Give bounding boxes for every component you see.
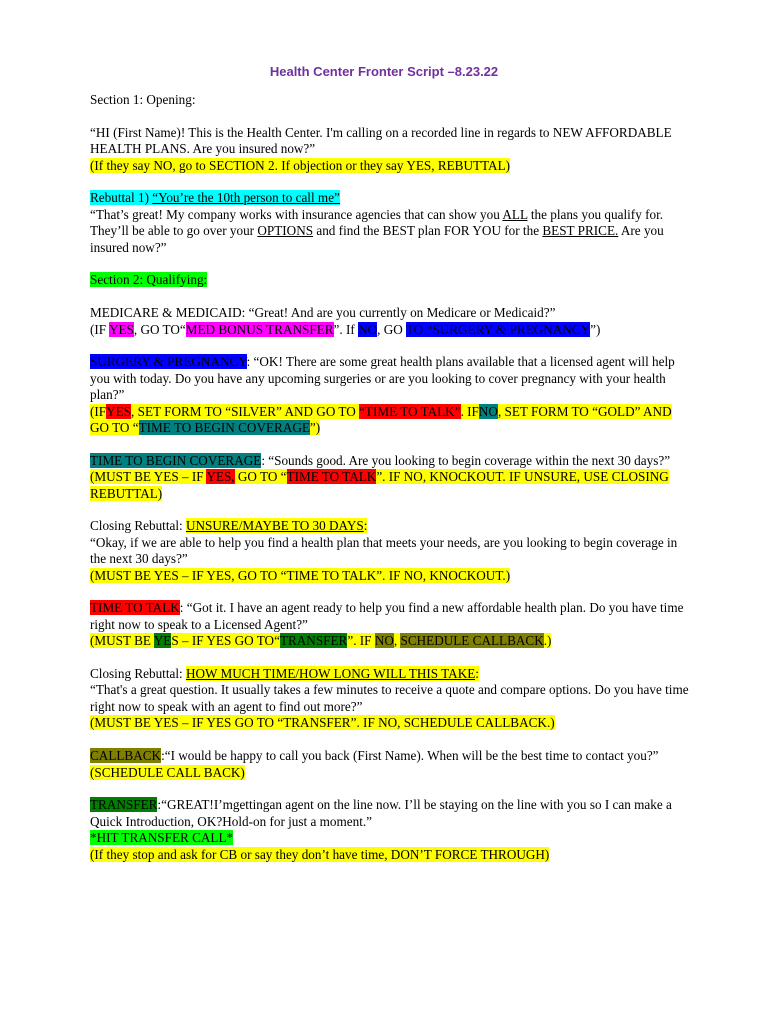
time-to-begin-i3: ”. IF NO, KNOCKOUT. IF UNSURE, USE CLOSING REBUTTAL) — [90, 469, 669, 501]
closing-1-instruction: (MUST BE YES – IF YES, GO TO “TIME TO TALK”. IF NO, KNOCKOUT.) — [90, 567, 511, 583]
time-to-talk-i5: .) — [543, 633, 552, 649]
medicare-yes: YES — [108, 321, 134, 337]
rebuttal-1-text-c: and find the BEST plan FOR YOU for the — [313, 223, 543, 239]
medicare-text: MEDICARE & MEDICAID: “Great! And are you currently on Medicare or Medicaid?” — [90, 305, 556, 321]
time-to-talk-no: NO — [374, 633, 394, 649]
closing-1-text: “Okay, if we are able to help you find a health plan that meets your needs, are you looking to begin coverage in the next 30 days?” — [90, 534, 678, 567]
section-2-heading: Section 2: Qualifying: — [90, 272, 208, 288]
time-to-talk-i1: (MUST BE — [90, 633, 154, 649]
section-1-heading: Section 1: Opening: — [90, 92, 196, 107]
time-to-begin-yes: YES, — [206, 469, 235, 485]
medicare-p5: ”) — [590, 321, 601, 337]
surgery-time-to-talk: “TIME TO TALK” — [359, 403, 461, 419]
time-to-begin-i2: GO TO “ — [234, 469, 287, 485]
medicare-no: NO — [358, 321, 378, 337]
callback-instruction: (SCHEDULE CALL BACK) — [90, 764, 245, 780]
time-to-talk-label: TIME TO TALK — [90, 600, 180, 616]
closing-2-topic: HOW MUCH TIME/HOW LONG WILL THIS TAKE — [185, 666, 476, 682]
medicare-p2: , GO TO“ — [133, 321, 186, 337]
section-1-opening — [90, 125, 690, 174]
transfer-block — [90, 797, 690, 863]
time-to-talk-transfer: TRANSFER — [279, 633, 348, 649]
time-to-begin-talk: TIME TO TALK — [286, 469, 377, 485]
rebuttal-1-options: OPTIONS — [257, 223, 314, 239]
medicare-p4: , GO — [377, 321, 406, 337]
transfer-label: TRANSFER — [90, 797, 158, 813]
medicare-to-surgery: TO “SURGERY & PREGNANCY — [405, 321, 591, 337]
surgery-i4: , SET FORM TO “GOLD” AND GO TO “ — [90, 403, 672, 436]
closing-2-colon: : — [475, 666, 479, 682]
rebuttal-1 — [90, 190, 690, 256]
surgery-i5: ”) — [309, 420, 321, 436]
transfer-text: :“GREAT!I’mgettingan agent on the line now. I’ll be staying on the line with you so I can make a Quick Introduction, OK?Hold-on for just a moment.” — [90, 797, 672, 829]
time-to-talk-s: S — [171, 633, 179, 649]
rebuttal-1-text-a: “That’s great! My company works with insurance agencies that can show you — [90, 206, 503, 222]
surgery-i3: . IF — [460, 403, 479, 419]
page-title: Health Center Fronter Script –8.23.22 — [269, 64, 499, 79]
transfer-hit: *HIT TRANSFER CALL* — [90, 830, 234, 846]
time-to-talk-text: : “Got it. I have an agent ready to help you find a new affordable health plan. Do you have time right now to speak to a Licensed Agent?” — [90, 600, 684, 632]
section-2-heading-block — [90, 272, 690, 288]
time-to-begin-block — [90, 453, 690, 502]
script-content — [90, 92, 690, 879]
medicare-med-bonus: MED BONUS TRANSFER — [185, 321, 334, 337]
callback-label: CALLBACK — [90, 748, 162, 764]
time-to-talk-i3: ”. IF — [347, 633, 375, 649]
medicare-block — [90, 305, 690, 338]
callback-block — [90, 748, 690, 781]
closing-2-text: “That's a great question. It usually takes a few minutes to receive a quote and compare options. Do you have time right now to speak with an agent to find out more?” — [90, 682, 689, 714]
medicare-p1: (IF — [90, 321, 109, 337]
time-to-talk-i2: – IF YES GO TO“ — [178, 633, 280, 649]
surgery-i2: , SET FORM TO “SILVER” AND GO TO — [131, 403, 360, 419]
time-to-begin-i1: (MUST BE YES – IF — [90, 469, 207, 485]
closing-rebuttal-2 — [90, 666, 690, 732]
rebuttal-1-label: Rebuttal 1) — [90, 190, 153, 206]
callback-text: :“I would be happy to call you back (First Name). When will be the best time to contact you?” — [161, 748, 659, 764]
surgery-time-to-begin: TIME TO BEGIN COVERAGE — [138, 420, 310, 436]
surgery-text: : “OK! There are some great health plans available that a licensed agent will help you with today. Do you have any upcoming surgeries or are you looking to cover pregnancy with your health plan?” — [90, 354, 675, 403]
transfer-instruction: (If they stop and ask for CB or say they don’t have time, DON’T FORCE THROUGH) — [90, 846, 550, 862]
surgery-yes: YES — [106, 403, 132, 419]
time-to-talk-i4: , — [393, 633, 401, 649]
opening-text: “HI (First Name)! This is the Health Center. I'm calling on a recorded line in regards to NEW AFFORDABLE HEALTH PLANS. Are you insured now?” — [90, 124, 672, 157]
surgery-i1: (IF — [90, 403, 107, 419]
closing-1-colon: : — [363, 518, 368, 534]
time-to-talk-ye: YE — [153, 633, 172, 649]
medicare-p3: ”. If — [333, 321, 359, 337]
closing-2-label: Closing Rebuttal: — [90, 666, 186, 682]
time-to-begin-label: TIME TO BEGIN COVERAGE — [90, 452, 262, 468]
rebuttal-1-all: ALL — [502, 206, 528, 222]
surgery-block — [90, 354, 690, 436]
surgery-no: NO — [478, 403, 498, 419]
opening-instruction: (If they say NO, go to SECTION 2. If objection or they say YES, REBUTTAL) — [90, 157, 511, 173]
time-to-begin-text: : “Sounds good. Are you looking to begin coverage within the next 30 days?” — [261, 452, 671, 468]
time-to-talk-block — [90, 600, 690, 649]
rebuttal-1-best-price: BEST PRICE. — [542, 223, 619, 239]
closing-1-topic: UNSURE/MAYBE TO 30 DAYS — [185, 518, 364, 534]
time-to-talk-callback: SCHEDULE CALLBACK — [400, 633, 544, 649]
surgery-label: SURGERY & PREGNANCY — [90, 354, 247, 370]
rebuttal-1-text-b: the plans you qualify for. They’ll be able to go over your — [90, 206, 664, 239]
closing-2-instruction: (MUST BE YES – IF YES GO TO “TRANSFER”. IF NO, SCHEDULE CALLBACK.) — [90, 715, 555, 731]
rebuttal-1-text-d: Are you insured now?” — [90, 223, 664, 255]
closing-1-label: Closing Rebuttal: — [90, 518, 186, 534]
closing-rebuttal-1 — [90, 518, 690, 584]
rebuttal-1-quote: “You’re the 10th person to call me” — [152, 190, 340, 206]
